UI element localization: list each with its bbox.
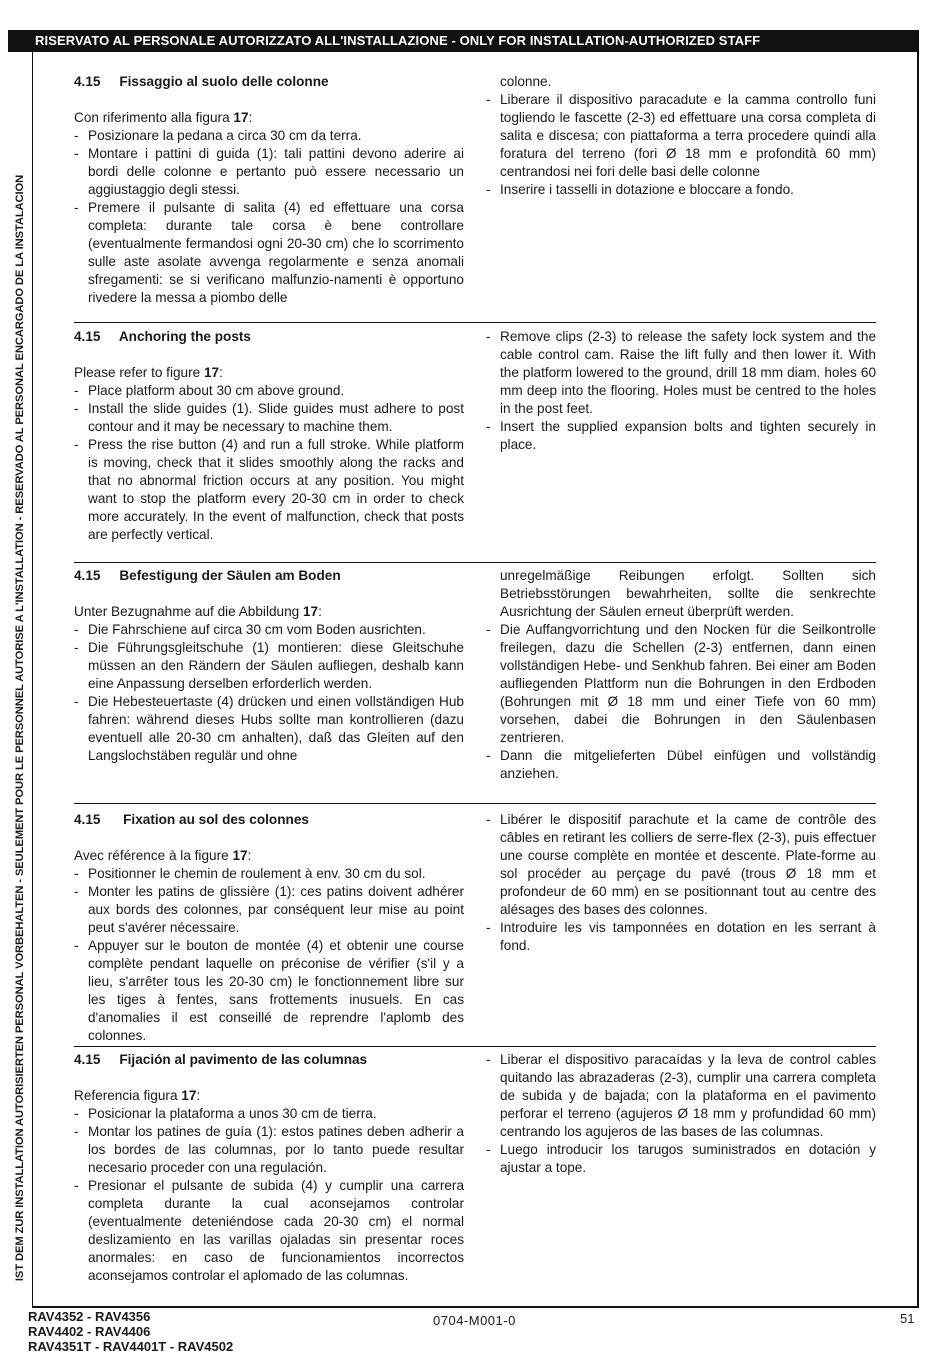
right-column (486, 567, 876, 783)
continued-text: colonne. (500, 74, 552, 89)
left-column (74, 1051, 464, 1285)
section-heading: 4.15 Anchoring the posts (74, 329, 251, 344)
instruction-list (74, 865, 464, 1045)
page-number: 51 (900, 1311, 915, 1326)
intro-line: Con riferimento alla figura 17: (74, 110, 253, 125)
right-column (486, 811, 876, 955)
footer-model-line: RAV4352 - RAV4356 (28, 1309, 151, 1324)
footer-model-line: RAV4402 - RAV4406 (28, 1324, 151, 1339)
intro-line: Avec référence à la figure 17: (74, 848, 252, 863)
list-item: - Die Auffangvorrichtung und den Nocken für die Seilkontrolle freilegen, dazu die Schellen (2-3) entfernen, dann einen vollständigen Hebe- und Senkhub fahren. Bei einer am Boden aufliegenden Plattform nun die Bohrungen in den Erdboden (Bohrungen mit Ø 18 mm und einer Tiefe von 60 mm) vorsehen, dabei die Bohrungen in den Säulenbasen zentrieren. (486, 621, 876, 747)
list-item: - Montar los patines de guía (1): estos patines deben adherir a los bordes de las columnas, por lo tanto puede resultar necesario proceder con una regulación. (74, 1123, 464, 1177)
list-item: - Remove clips (2-3) to release the safety lock system and the cable control cam. Raise the lift fully and then lower it. With the platform lowered to the ground, drill 18 mm diam. holes 60 mm deep into the flooring. Holes must be centred to the holes in the post feet. (486, 328, 876, 418)
footer-model-line: RAV4351T - RAV4401T - RAV4502 (28, 1339, 234, 1354)
left-column (74, 73, 464, 307)
list-item: - Presionar el pulsante de subida (4) y cumplir una carrera completa durante la cual aconsejamos controlar (eventualmente deteniéndose cada 20-30 cm) el normal deslizamiento en las varillas ojaladas sin presentar roces anormales: en caso de funcionamientos incorrectos aconsejamos controlar el aplomado de las columnas. (74, 1177, 464, 1285)
list-item: - Dann die mitgelieferten Dübel einfügen und vollständig anziehen. (486, 747, 876, 783)
section-heading: 4.15 Fijación al pavimento de las columnas (74, 1052, 368, 1067)
intro-line: Referencia figura 17: (74, 1088, 201, 1103)
list-item: - Premere il pulsante di salita (4) ed effettuare una corsa completa: durante tale corsa è bene controllare (eventualmente fermandosi ogni 20-30 cm) che lo scorrimento sulle aste asolate avvenga regolarmente e senza anomali sfregamenti: se si verificano malfunzio-namenti è opportuno rivedere la messa a piombo delle (74, 199, 464, 307)
section-divider (74, 322, 876, 323)
list-item: - Insert the supplied expansion bolts and tighten securely in place. (486, 418, 876, 454)
right-column (486, 328, 876, 454)
left-column (74, 567, 464, 765)
instruction-list (74, 382, 464, 544)
top-banner: RISERVATO AL PERSONALE AUTORIZZATO ALL'INSTALLAZIONE - ONLY FOR INSTALLATION-AUTHORIZED STAFF (8, 30, 919, 52)
instruction-list (486, 1051, 876, 1177)
instruction-list (74, 127, 464, 307)
list-item: - Libérer le dispositif parachute et la came de contrôle des câbles en retirant les colliers de serre-flex (2-3), puis effectuer une course complète en montée et descente. Plate-forme au sol procéder au perçage du pavé (trous Ø 18 mm et profondeur de 60 mm) en se positionnant tout au centre des alésages des bases des colonnes. (486, 811, 876, 919)
instruction-list (74, 1105, 464, 1285)
list-item: - Liberare il dispositivo paracadute e la camma controllo funi togliendo le fascette (2-3) ed effettuare una corsa completa di salita e discesa; con piattaforma a terra procedere quindi alla foratura del terreno (fori Ø 18 mm e profondità 60 mm) centrandosi nei fori delle basi delle colonne (486, 91, 876, 181)
list-item: - Posizionare la pedana a circa 30 cm da terra. (74, 127, 464, 145)
list-item: - Die Führungsgleitschuhe (1) montieren: diese Gleitschuhe müssen an den Rändern der Säulen aufliegen, deshalb kann eine Anpassung derselben erforderlich werden. (74, 639, 464, 693)
right-column (486, 73, 876, 199)
instruction-list (486, 91, 876, 199)
list-item: - Die Fahrschiene auf circa 30 cm vom Boden ausrichten. (74, 621, 464, 639)
side-banner-text: IST DEM ZUR INSTALLATION AUTORISIERTEN PERSONAL VORBEHALTEN - SEULEMENT POUR LE PERSONNEL AUTORISE A L'INSTALLATION - RESERVADO AL PERSONAL ENCARGADO DE LA INSTALACION (14, 174, 26, 1282)
section-divider (74, 1046, 876, 1047)
instruction-list (486, 328, 876, 454)
document-code: 0704-M001-0 (433, 1313, 516, 1328)
list-item: - Positionner le chemin de roulement à env. 30 cm du sol. (74, 865, 464, 883)
section-divider (74, 562, 876, 563)
list-item: - Luego introducir los tarugos suministrados en dotación y ajustar a tope. (486, 1141, 876, 1177)
list-item: - Press the rise button (4) and run a full stroke. While platform is moving, check that it slides smoothly along the racks and that no abnormal friction occurs at any position. You might want to stop the platform every 20-30 cm in order to check more accurately. In the event of malfunction, check that posts are perfectly vertical. (74, 436, 464, 544)
list-item: - Inserire i tasselli in dotazione e bloccare a fondo. (486, 181, 876, 199)
list-item: - Place platform about 30 cm above ground. (74, 382, 464, 400)
intro-line: Unter Bezugnahme auf die Abbildung 17: (74, 604, 322, 619)
continued-text: unregelmäßige Reibungen erfolgt. Sollten sich Betriebsstörungen bewahrheiten, sollte die senkrechte Ausrichtung der Säulen erneut überprüft werden. (500, 568, 876, 619)
list-item: - Monter les patins de glissière (1): ces patins doivent adhérer aux bords des colonnes, par conséquent leur mise au point peut s'avérer nécessaire. (74, 883, 464, 937)
section-heading: 4.15 Fissaggio al suolo delle colonne (74, 74, 329, 89)
list-item: - Posicionar la plataforma a unos 30 cm de tierra. (74, 1105, 464, 1123)
intro-line: Please refer to figure 17: (74, 365, 223, 380)
side-banner (8, 52, 33, 1308)
section-heading: 4.15 Fixation au sol des colonnes (74, 812, 309, 827)
left-column (74, 328, 464, 544)
section-divider (74, 803, 876, 804)
list-item: - Install the slide guides (1). Slide guides must adhere to post contour and it may be necessary to machine them. (74, 400, 464, 436)
footer-models (28, 1309, 233, 1354)
instruction-list (486, 621, 876, 783)
list-item: - Introduire les vis tamponnées en dotation en les serrant à fond. (486, 919, 876, 955)
list-item: - Montare i pattini di guida (1): tali pattini devono aderire ai bordi delle colonne e pertanto può essere necessario un aggiustaggio degli stessi. (74, 145, 464, 199)
instruction-list (486, 811, 876, 955)
list-item: - Appuyer sur le bouton de montée (4) et obtenir une course complète pendant laquelle on préconise de vérifier (s'il y a lieu, s'arrêter tous les 20-30 cm) le fonctionnement libre sur les tiges à fentes, sans frottements inusuels. En cas d'anomalies il est conseillé de reprendre l'aplomb des colonnes. (74, 937, 464, 1045)
list-item: - Liberar el dispositivo paracaídas y la leva de control cables quitando las abrazaderas (2-3), cumplir una carrera completa de subida y de bajada; con la plataforma en el pavimento perforar el terreno (agujeros Ø 18 mm y profundidad 60 mm) centrando los agujeros de las bases de las columnas. (486, 1051, 876, 1141)
list-item: - Die Hebesteuertaste (4) drücken und einen vollständigen Hub fahren: während dieses Hubs sollte man kontrollieren (dazu eventuell alle 20-30 cm anhalten), daß das Gleiten auf den Langslochstäben regulär und ohne (74, 693, 464, 765)
left-column (74, 811, 464, 1045)
right-column (486, 1051, 876, 1177)
section-heading: 4.15 Befestigung der Säulen am Boden (74, 568, 341, 583)
instruction-list (74, 621, 464, 765)
